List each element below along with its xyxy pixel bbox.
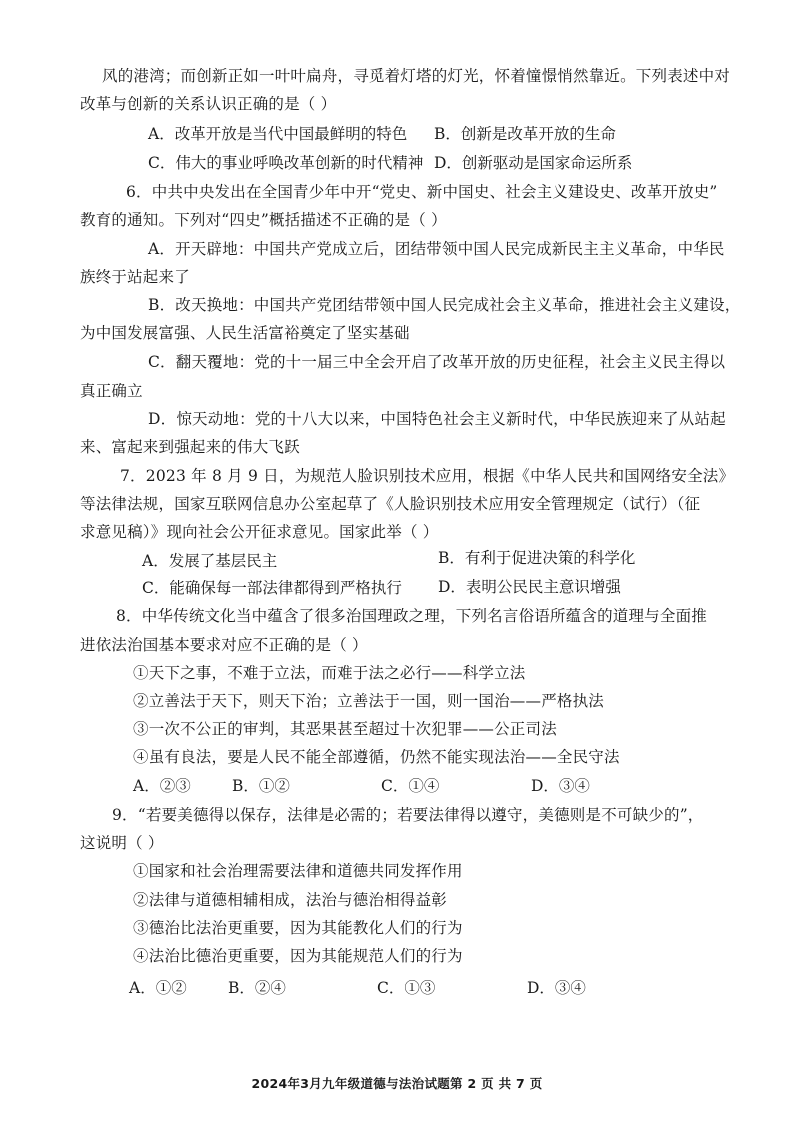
q8-option-a: A．②③ <box>133 777 191 795</box>
q8-statement-3: ③一次不公正的审判，其恶果甚至超过十次犯罪——公正司法 <box>133 720 557 738</box>
q6-option-c-line-2: 真正确立 <box>80 382 143 400</box>
q8-stem-line-2: 进依法治国基本要求对应不正确的是（ ） <box>80 636 368 654</box>
q5-option-c: C．伟大的事业呼唤改革创新的时代精神 <box>148 154 424 172</box>
q7-stem-line-1: 7．2023 年 8 月 9 日，为规范人脸识别技术应用，根据《中华人民共和国网络安全法》 <box>120 467 735 485</box>
q8-stem-line-1: 8．中华传统文化当中蕴含了很多治国理政之理，下列名言俗语所蕴含的道理与全面推 <box>116 607 707 625</box>
q8-option-c: C．①④ <box>381 777 440 795</box>
q8-statement-4: ④虽有良法，要是人民不能全部遵循，仍然不能实现法治——全民守法 <box>133 748 620 766</box>
q5-stem-line-2: 改革与创新的关系认识正确的是（ ） <box>80 95 337 113</box>
q8-option-d: D．③④ <box>531 777 590 795</box>
q5-option-d: D．创新驱动是国家命运所系 <box>434 154 633 172</box>
q9-statement-3: ③德治比法治更重要，因为其能教化人们的行为 <box>133 919 463 937</box>
q7-option-a: A．发展了基层民主 <box>142 552 278 570</box>
q7-option-d: D．表明公民民主意识增强 <box>438 578 621 596</box>
q7-stem-line-2: 等法律法规，国家互联网信息办公室起草了《人脸识别技术应用安全管理规定（试行）（征 <box>80 495 701 513</box>
q9-statement-4: ④法治比德治更重要，因为其能规范人们的行为 <box>133 947 463 965</box>
q5-option-a: A．改革开放是当代中国最鲜明的特色 <box>148 125 408 143</box>
q8-option-b: B．①② <box>232 777 290 795</box>
q6-option-a-line-2: 族终于站起来了 <box>80 268 190 286</box>
q9-stem-line-1: 9．“若要美德得以保存，法律是必需的；若要法律得以遵守，美德则是不可缺少的”， <box>112 806 704 824</box>
q6-option-d-line-2: 来、富起来到强起来的伟大飞跃 <box>80 438 300 456</box>
page-footer: 2024年3月九年级道德与法治试题第 2 页 共 7 页 <box>251 1076 543 1091</box>
q6-option-c-line-1: C．翻天覆地：党的十一届三中全会开启了改革开放的历史征程，社会主义民主得以 <box>148 353 726 371</box>
q6-option-d-line-1: D．惊天动地：党的十八大以来，中国特色社会主义新时代，中华民族迎来了从站起 <box>148 410 726 428</box>
q9-option-c: C．①③ <box>377 979 436 997</box>
q5-stem-line-1: 风的港湾；而创新正如一叶叶扁舟，寻觅着灯塔的灯光，怀着憧憬悄然靠近。下列表述中对 <box>102 67 731 85</box>
q9-option-a: A．①② <box>129 979 187 997</box>
q8-statement-2: ②立善法于天下，则天下治；立善法于一国，则一国治——严格执法 <box>133 692 605 710</box>
q6-stem-line-1: 6．中共中央发出在全国青少年中开“党史、新中国史、社会主义建设史、改革开放史” <box>126 183 718 201</box>
q9-option-b: B．②④ <box>228 979 286 997</box>
q9-statement-1: ①国家和社会治理需要法律和道德共同发挥作用 <box>133 862 463 880</box>
q7-option-c: C．能确保每一部法律都得到严格执行 <box>142 579 402 597</box>
q6-option-b-line-2: 为中国发展富强、人民生活富裕奠定了坚实基础 <box>80 324 410 342</box>
q9-option-d: D．③④ <box>527 979 586 997</box>
q6-option-a-line-1: A．开天辟地：中国共产党成立后，团结带领中国人民完成新民主主义革命，中华民 <box>148 240 725 258</box>
q5-option-b: B．创新是改革开放的生命 <box>434 125 616 143</box>
q7-option-b: B．有利于促进决策的科学化 <box>438 549 636 567</box>
q8-statement-1: ①天下之事，不难于立法，而难于法之必行——科学立法 <box>133 664 526 682</box>
q6-option-b-line-1: B．改天换地：中国共产党团结带领中国人民完成社会主义革命，推进社会主义建设， <box>148 296 741 314</box>
q7-stem-line-3: 求意见稿）》现向社会公开征求意见。国家此举（ ） <box>80 523 439 541</box>
q9-stem-line-2: 这说明（ ） <box>80 834 164 852</box>
q6-stem-line-2: 教育的通知。下列对“四史”概括描述不正确的是（ ） <box>80 211 447 229</box>
q9-statement-2: ②法律与道德相辅相成，法治与德治相得益彰 <box>133 891 448 909</box>
